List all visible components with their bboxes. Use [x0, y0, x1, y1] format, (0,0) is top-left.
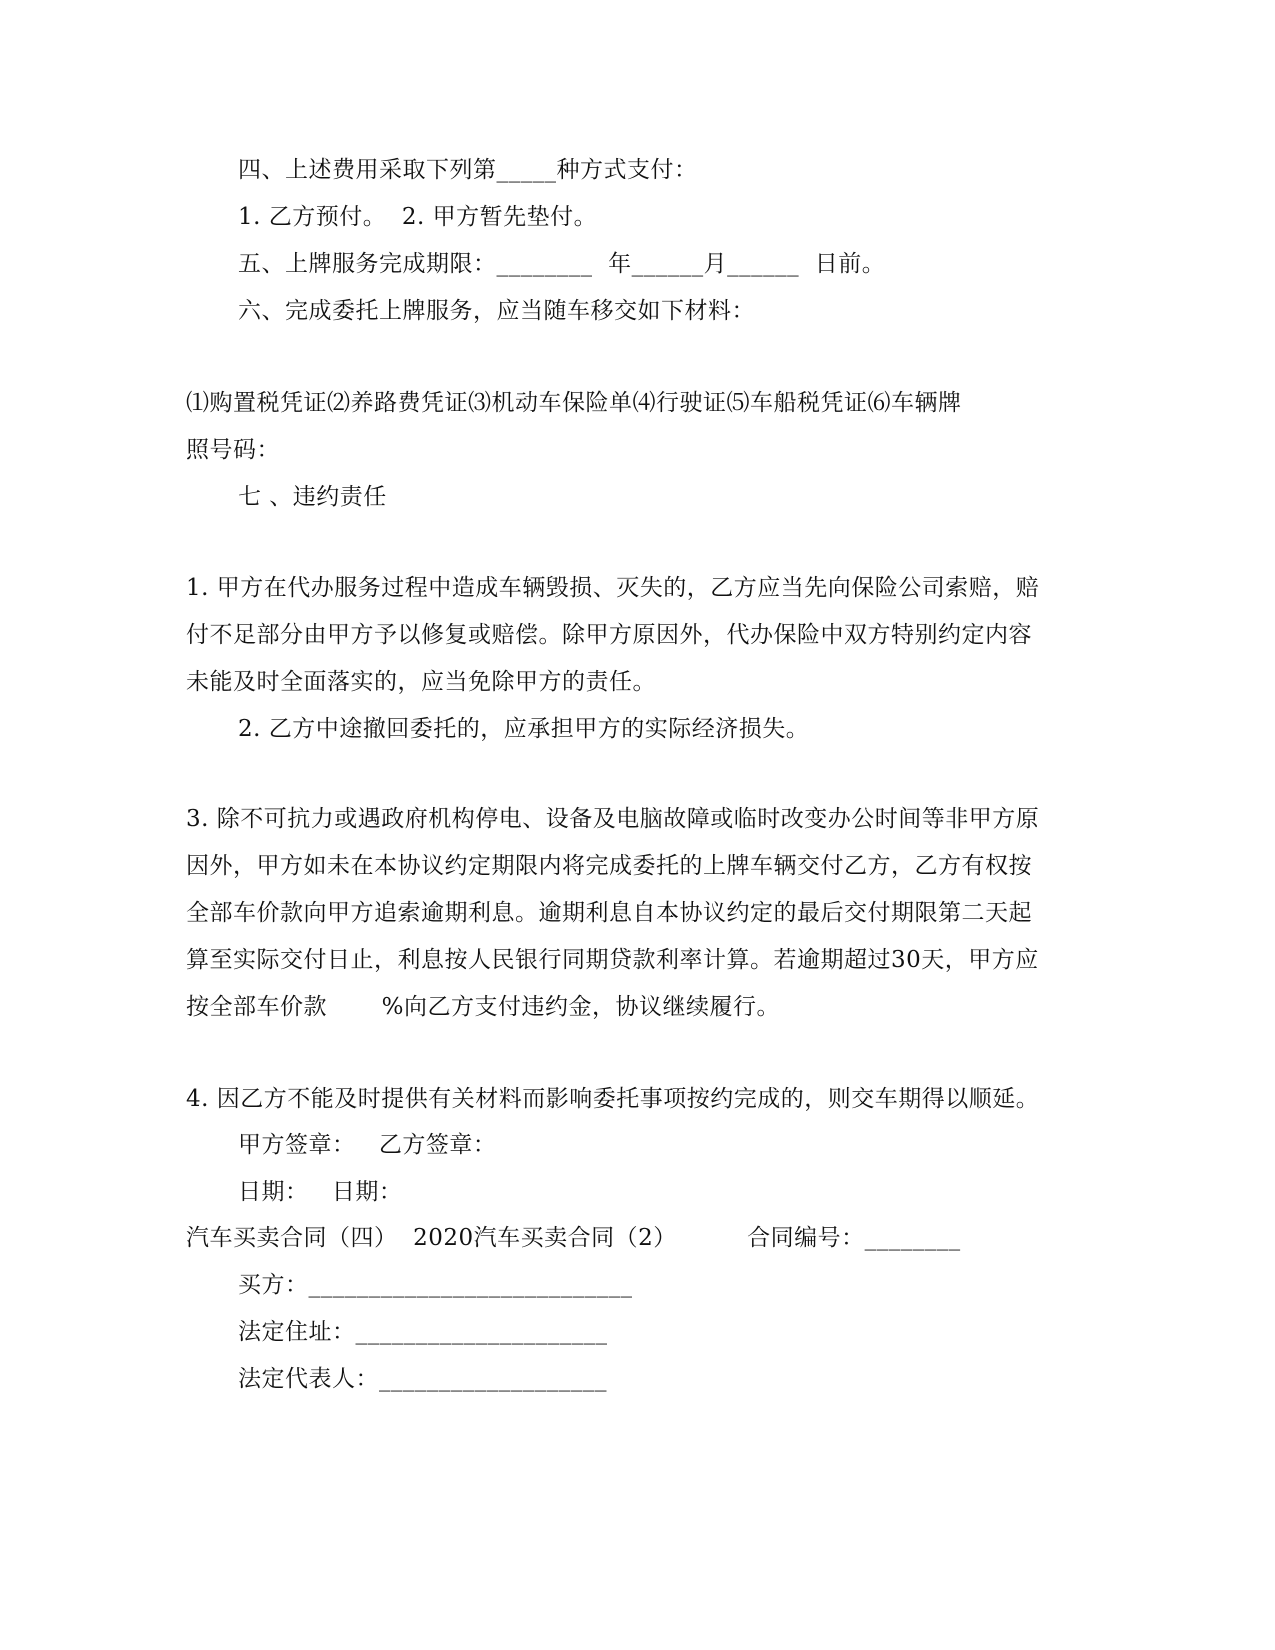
materials-list-line-1: ⑴购置税凭证⑵养路费凭证⑶机动车保险单⑷行驶证⑸车船税凭证⑹车辆牌: [186, 390, 962, 416]
buyer-field: 买方：___________________________: [238, 1272, 633, 1298]
breach-item-1-line-2: 付不足部分由甲方予以修复或赔偿。除甲方原因外，代办保险中双方特别约定内容: [186, 622, 1032, 648]
clause-7-heading: 七 、违约责任: [238, 484, 387, 510]
breach-item-3-line-4: 算至实际交付日止，利息按人民银行同期贷款利率计算。若逾期超过30天，甲方应: [186, 947, 1039, 973]
clause-6-materials: 六、完成委托上牌服务，应当随车移交如下材料：: [238, 298, 755, 324]
breach-item-3-line-5: 按全部车价款 %向乙方支付违约金，协议继续履行。: [186, 994, 781, 1020]
date-line: 日期： 日期：: [238, 1179, 403, 1205]
breach-item-3-line-3: 全部车价款向甲方追索逾期利息。逾期利息自本协议约定的最后交付期限第二天起: [186, 900, 1032, 926]
legal-representative-field: 法定代表人：___________________: [238, 1366, 607, 1392]
breach-item-3-line-1: 3. 除不可抗力或遇政府机构停电、设备及电脑故障或临时改变办公时间等非甲方原: [186, 806, 1040, 832]
breach-item-3-line-2: 因外，甲方如未在本协议约定期限内将完成委托的上牌车辆交付乙方，乙方有权按: [186, 853, 1032, 879]
contract-heading: 汽车买卖合同（四） 2020汽车买卖合同（2） 合同编号：________: [186, 1225, 961, 1251]
legal-address-field: 法定住址：_____________________: [238, 1319, 608, 1345]
breach-item-4: 4. 因乙方不能及时提供有关材料而影响委托事项按约完成的，则交车期得以顺延。: [186, 1086, 1040, 1112]
clause-4-payment-method: 四、上述费用采取下列第_____种方式支付：: [238, 157, 698, 183]
payment-options: 1. 乙方预付。 2. 甲方暂先垫付。: [238, 204, 598, 230]
signature-line: 甲方签章： 乙方签章：: [238, 1132, 497, 1158]
materials-list-line-2: 照号码：: [186, 437, 280, 463]
breach-item-1-line-1: 1. 甲方在代办服务过程中造成车辆毁损、灭失的，乙方应当先向保险公司索赔，赔: [186, 575, 1040, 601]
breach-item-1-line-3: 未能及时全面落实的，应当免除甲方的责任。: [186, 669, 656, 695]
breach-item-2: 2. 乙方中途撤回委托的，应承担甲方的实际经济损失。: [238, 716, 810, 742]
clause-5-deadline: 五、上牌服务完成期限：________ 年______月______ 日前。: [238, 251, 886, 277]
